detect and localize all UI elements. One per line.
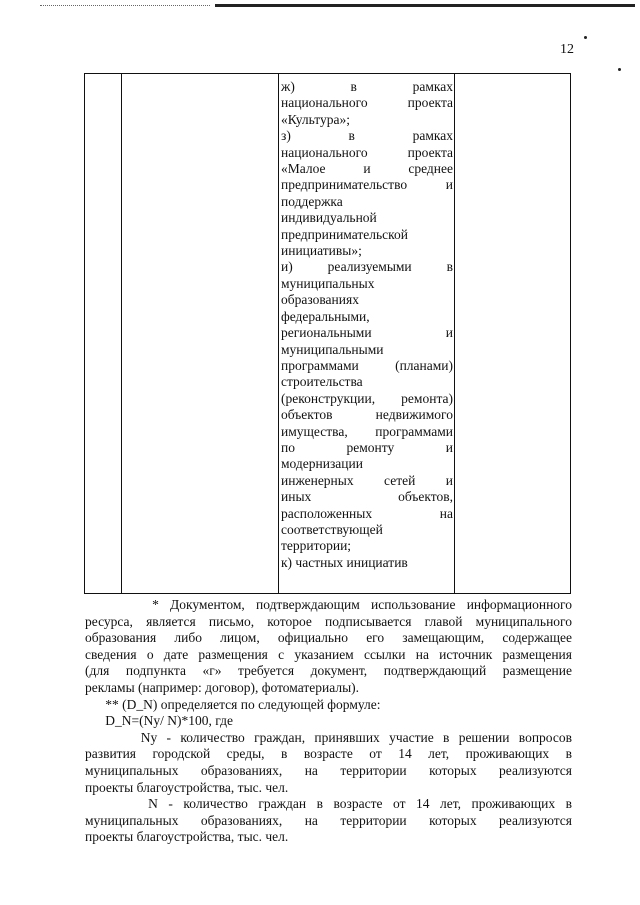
cell-line: территории; (281, 538, 352, 554)
cell-line: инициативы»; (281, 243, 362, 259)
note-line: * Документом, подтверждающим использование информационного (85, 597, 572, 612)
note-line: проекты благоустройства, тыс. чел. (85, 829, 289, 845)
cell-line: индивидуальной (281, 210, 377, 226)
scan-artifact-dot (618, 68, 621, 71)
cell-line: национального проекта (281, 95, 453, 111)
cell-line: программами (планами) (281, 357, 453, 373)
note-line: образования либо лицом, официально его замещающим, содержащее (85, 630, 572, 646)
cell-line: к) частных инициатив (281, 554, 408, 570)
table-column-divider (454, 74, 455, 593)
cell-line: предпринимательство и (281, 177, 453, 193)
note-line: муниципальных образованиях, на территории которых реализуются (85, 812, 572, 828)
cell-line: федеральными, (281, 308, 370, 324)
note-line: D_N=(Ny/ N)*100, где (85, 713, 233, 729)
cell-line: расположенных на (281, 505, 453, 521)
table (84, 73, 571, 594)
cell-line: имущества, программами (281, 423, 453, 439)
cell-line: объектов недвижимого (281, 407, 453, 423)
note-paragraph (85, 796, 572, 846)
scan-artifact-dashes (40, 5, 210, 6)
cell-line: «Малое и среднее (281, 161, 453, 177)
note-line: N - количество граждан в возрасте от 14 лет, проживающих в (85, 796, 572, 812)
cell-line: инженерных сетей и (281, 472, 453, 488)
note-line: сведения о дате размещения с указанием ссылки на источник размещения (85, 646, 572, 662)
cell-line: модернизации (281, 456, 363, 472)
note-line: ** (D_N) определяется по следующей формуле: (85, 696, 381, 712)
cell-line: региональными и (281, 325, 453, 341)
note-paragraph (85, 697, 572, 714)
cell-line: по ремонту и (281, 439, 453, 455)
cell-line: муниципальными (281, 341, 384, 357)
note-paragraph (85, 713, 572, 730)
note-paragraph (85, 730, 572, 796)
table-column-divider (278, 74, 279, 593)
note-line: развития городской среды, в возрасте от 14 лет, проживающих в (85, 746, 572, 762)
table-cell-text (281, 79, 453, 571)
cell-line: соответствующей (281, 521, 383, 537)
scan-artifact-dot (584, 36, 587, 39)
cell-line: и) реализуемыми в (281, 259, 453, 275)
cell-line: (реконструкции, ремонта) (281, 390, 453, 406)
cell-line: предпринимательской (281, 226, 409, 242)
cell-line: национального проекта (281, 144, 453, 160)
cell-line: поддержка (281, 193, 343, 209)
page-number: 12 (560, 42, 574, 57)
cell-line: образованиях (281, 292, 359, 308)
cell-line: муниципальных (281, 275, 375, 291)
note-line: Ny - количество граждан, принявших участие в решении вопросов (85, 729, 572, 745)
cell-line: з) в рамках (281, 128, 453, 144)
cell-line: «Культура»; (281, 111, 350, 127)
note-line: рекламы (например: договор), фотоматериалы). (85, 679, 360, 695)
note-line: ресурса, является письмо, которое подписывается главой муниципального (85, 613, 572, 629)
cell-line: строительства (281, 374, 363, 390)
table-column-divider (121, 74, 122, 593)
cell-line: ж) в рамках (281, 79, 453, 94)
note-line: проекты благоустройства, тыс. чел. (85, 779, 289, 795)
note-line: муниципальных образованиях, на территории которых реализуются (85, 762, 572, 778)
note-paragraph (85, 597, 572, 697)
cell-line: иных объектов, (281, 489, 453, 505)
scan-artifact-top-line (215, 4, 635, 7)
footnotes (85, 597, 572, 846)
note-line: (для подпункта «г» требуется документ, подтверждающий размещение (85, 663, 572, 679)
